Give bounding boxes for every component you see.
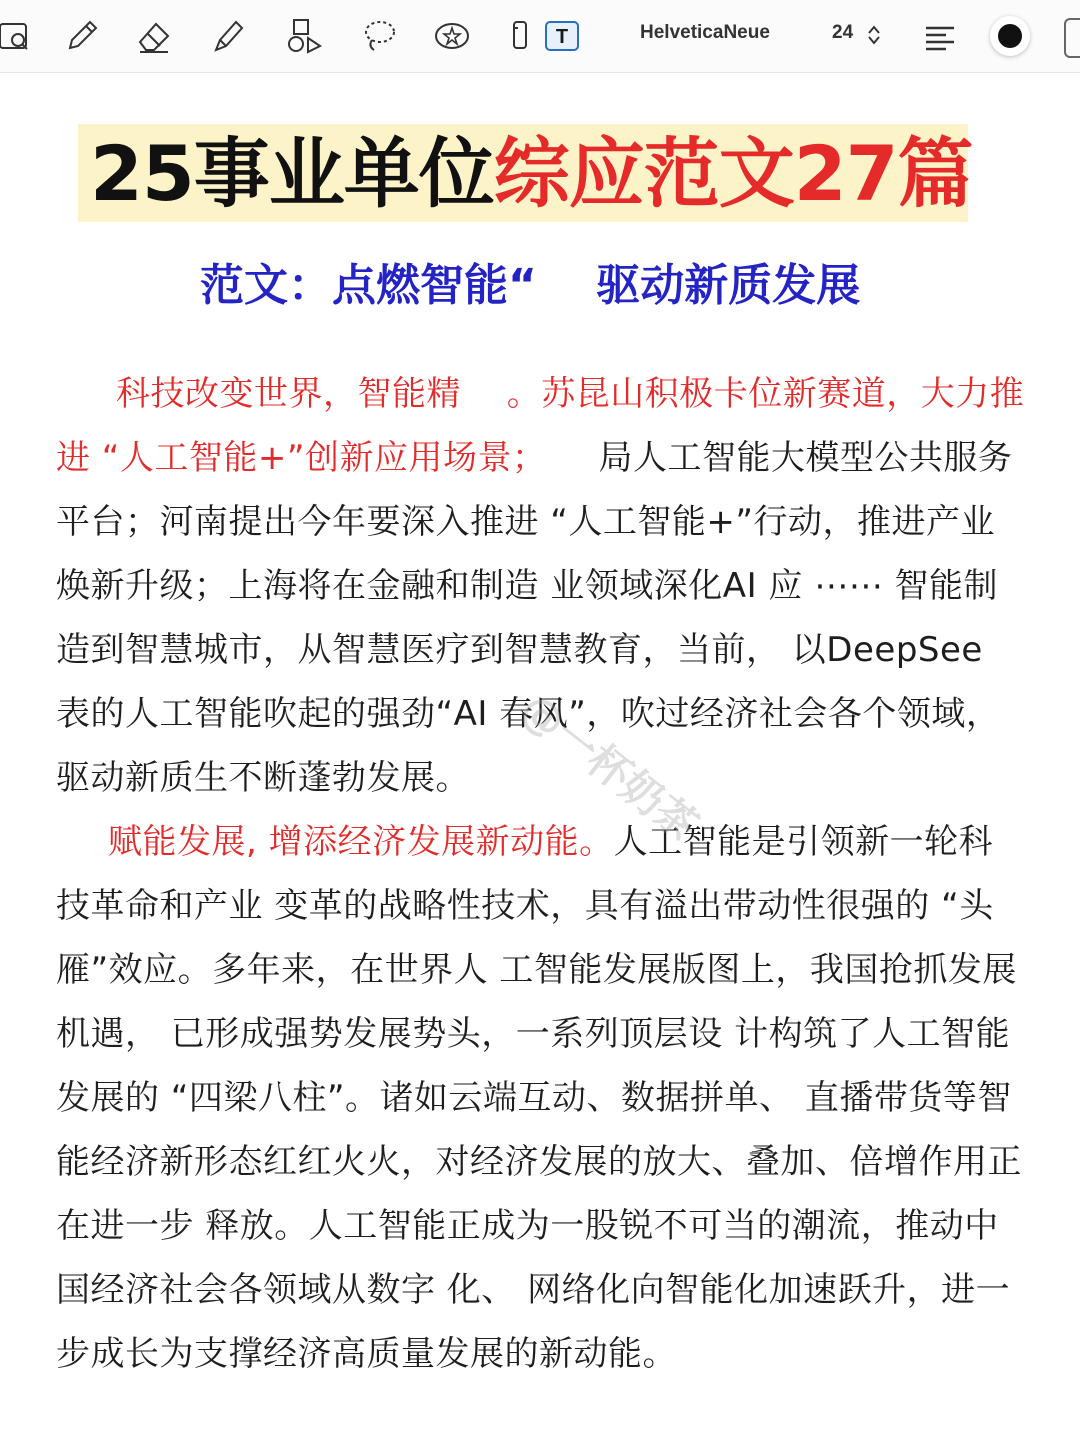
color-swatch — [998, 24, 1022, 48]
stepper-icon[interactable] — [866, 24, 882, 46]
page-title — [90, 130, 973, 218]
svg-text:T: T — [555, 26, 569, 48]
shapes-icon[interactable] — [282, 14, 326, 58]
eraser-icon[interactable] — [132, 14, 176, 58]
paragraph-2-body: 人工智能是引领新一轮科技革命和产业 变革的战略性技术，具有溢出带动性很强的 “头雁”效应。多年来，在世界人 工智能发展版图上，我国抢抓发展机遇， 已形成强势发展势头，一系列顶层设 计构筑了人工智能发展的 “四梁八柱”。诸如云端互动、数据拼单、 直播带货等智能经济新形态红红火火，对经济发展的放大、叠加、倍增作用正在进一步 释放。人工智能正成为一股锐不可当的潮流，推动中国经济社会各领域从数字 化、 网络化向智能化加速跃升，进一步成长为支撑经济高质量发展的新动能。 — [56, 822, 1022, 1374]
sticker-icon[interactable] — [428, 14, 472, 58]
paragraph-2-lead: 赋能发展, 增添经济发展新动能。 — [108, 822, 614, 862]
clip-icon[interactable] — [500, 14, 544, 58]
watermark: @一杯奶茶 — [511, 683, 708, 852]
paragraph-1 — [56, 362, 1029, 810]
more-icon[interactable] — [1064, 18, 1080, 58]
pen-icon[interactable] — [60, 14, 104, 58]
paragraph-1-lead: 科技改变世界，智能精 。苏昆山积极卡位新赛道，大力推进 “人工智能+”创新应用场景； — [56, 374, 1025, 478]
highlighter-icon[interactable] — [206, 14, 250, 58]
image-icon[interactable] — [0, 14, 38, 58]
color-icon[interactable] — [990, 16, 1030, 56]
title-black: 25事业单位 — [90, 129, 494, 218]
font-name[interactable]: HelveticaNeue — [640, 22, 770, 43]
paragraph-2 — [56, 810, 1026, 1386]
annotation-toolbar — [0, 0, 1080, 73]
lasso-icon[interactable] — [356, 14, 400, 58]
subtitle: 范文：点燃智能“ 驱动新质发展 — [200, 260, 861, 311]
title-red: 综应范文27篇 — [493, 129, 973, 218]
align-icon[interactable] — [920, 20, 960, 54]
font-size[interactable]: 24 — [832, 22, 854, 43]
text-icon[interactable] — [540, 14, 584, 58]
paragraph-1-body: 局人工智能大模型公共服务平台；河南提出今年要深入推进 “人工智能+”行动，推进产业焕新升级；上海将在金融和制造 业领域深化AI 应 ⋯⋯ 智能制造到智慧城市，从智慧医疗到智慧教育，当前， 以DeepSee 表的人工智能吹起的强劲“AI 春风”，吹过经济社会各个领域， 驱动新质生不断蓬勃发展。 — [56, 438, 1029, 798]
